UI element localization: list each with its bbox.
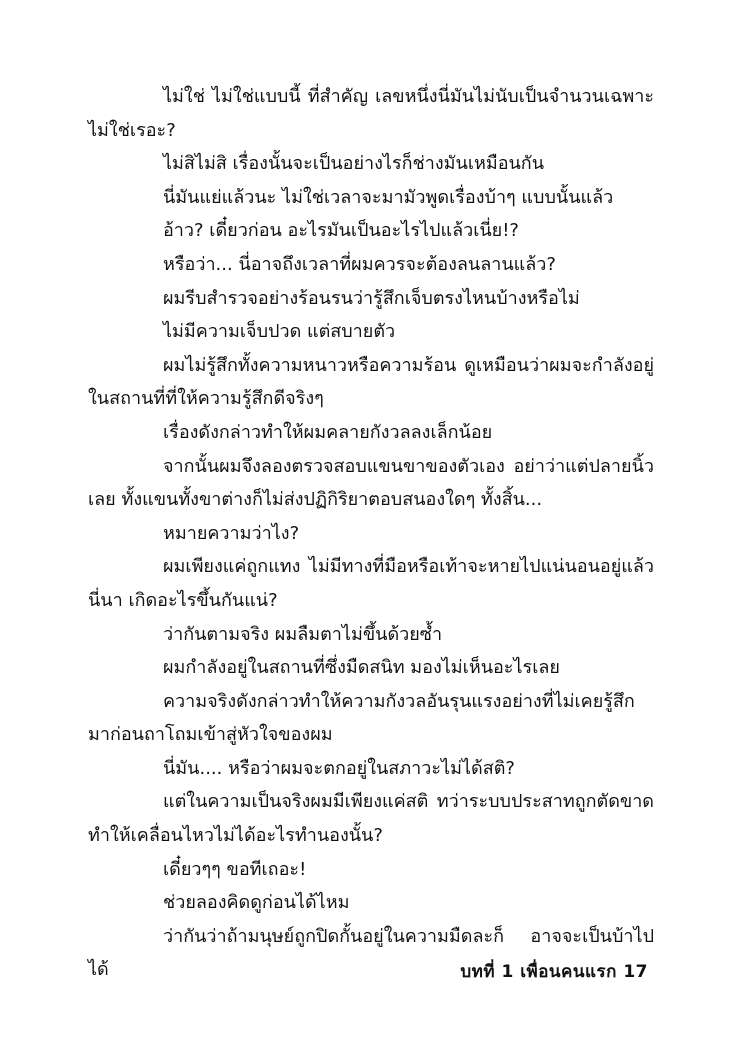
paragraph: ผมรีบสำรวจอย่างร้อนรนว่ารู้สึกเจ็บตรงไหนบ้างหรือไม่ [163, 287, 580, 309]
page-footer: บทที่ 1 เพื่อนคนแรก 17 [460, 962, 648, 982]
paragraph: ความจริงดังกล่าวทำให้ความกังวลอันรุนแรงอย่างที่ไม่เคยรู้สึกมาก่อนถาโถมเข้าสู่หัวใจของผม [88, 690, 635, 746]
paragraph: ว่ากันว่าถ้ามนุษย์ถูกปิดกั้นอยู่ในความมืดละก็ อาจจะเป็นบ้าไปได้ [88, 925, 654, 981]
body-text [88, 80, 654, 987]
paragraph: เดี๋ยวๆๆ ขอทีเถอะ! [163, 858, 307, 880]
paragraph: ช่วยลองคิดดูก่อนได้ไหม [163, 892, 350, 914]
paragraph: เรื่องดังกล่าวทำให้ผมคลายกังวลลงเล็กน้อย [163, 421, 493, 443]
paragraph: ว่ากันตามจริง ผมลืมตาไม่ขึ้นด้วยซ้ำ [163, 623, 443, 645]
paragraph: แต่ในความเป็นจริงผมมีเพียงแค่สติ ทว่าระบบประสาทถูกตัดขาดทำให้เคลื่อนไหวไม่ได้อะไรทำนองนั้น? [88, 791, 654, 847]
paragraph: นี่มัน.... หรือว่าผมจะตกอยู่ในสภาวะไม่ได้สติ? [163, 757, 515, 779]
paragraph: ผมกำลังอยู่ในสถานที่ซึ่งมืดสนิท มองไม่เห็นอะไรเลย [163, 657, 560, 679]
paragraph: ไม่ใช่ ไม่ใช่แบบนี้ ที่สำคัญ เลขหนึ่งนี่มันไม่นับเป็นจำนวนเฉพาะไม่ใช่เรอะ? [88, 86, 654, 141]
paragraph: ไม่สิไม่สิ เรื่องนั้นจะเป็นอย่างไรก็ช่างมันเหมือนกัน [163, 153, 545, 175]
paragraph: ผมไม่รู้สึกทั้งความหนาวหรือความร้อน ดูเหมือนว่าผมจะกำลังอยู่ในสถานที่ที่ให้ความรู้สึกดีจริงๆ [88, 354, 654, 410]
paragraph: นี่มันแย่แล้วนะ ไม่ใช่เวลาจะมามัวพูดเรื่องบ้าๆ แบบนั้นแล้ว [163, 186, 614, 208]
paragraph: หรือว่า... นี่อาจถึงเวลาที่ผมควรจะต้องลนลานแล้ว? [163, 253, 556, 275]
paragraph: อ้าว? เดี๋ยวก่อน อะไรมันเป็นอะไรไปแล้วเนี่ย!? [163, 220, 519, 242]
paragraph: หมายความว่าไง? [163, 522, 300, 544]
paragraph: จากนั้นผมจึงลองตรวจสอบแขนขาของตัวเอง อย่าว่าแต่ปลายนิ้วเลย ทั้งแขนทั้งขาต่างก็ไม่ส่งปฏิกิริยาตอบสนองใดๆ ทั้งสิ้น... [88, 455, 654, 511]
paragraph: ไม่มีความเจ็บปวด แต่สบายตัว [163, 321, 396, 343]
paragraph: ผมเพียงแค่ถูกแทง ไม่มีทางที่มือหรือเท้าจะหายไปแน่นอนอยู่แล้วนี่นา เกิดอะไรขึ้นกันแน่? [88, 556, 654, 611]
